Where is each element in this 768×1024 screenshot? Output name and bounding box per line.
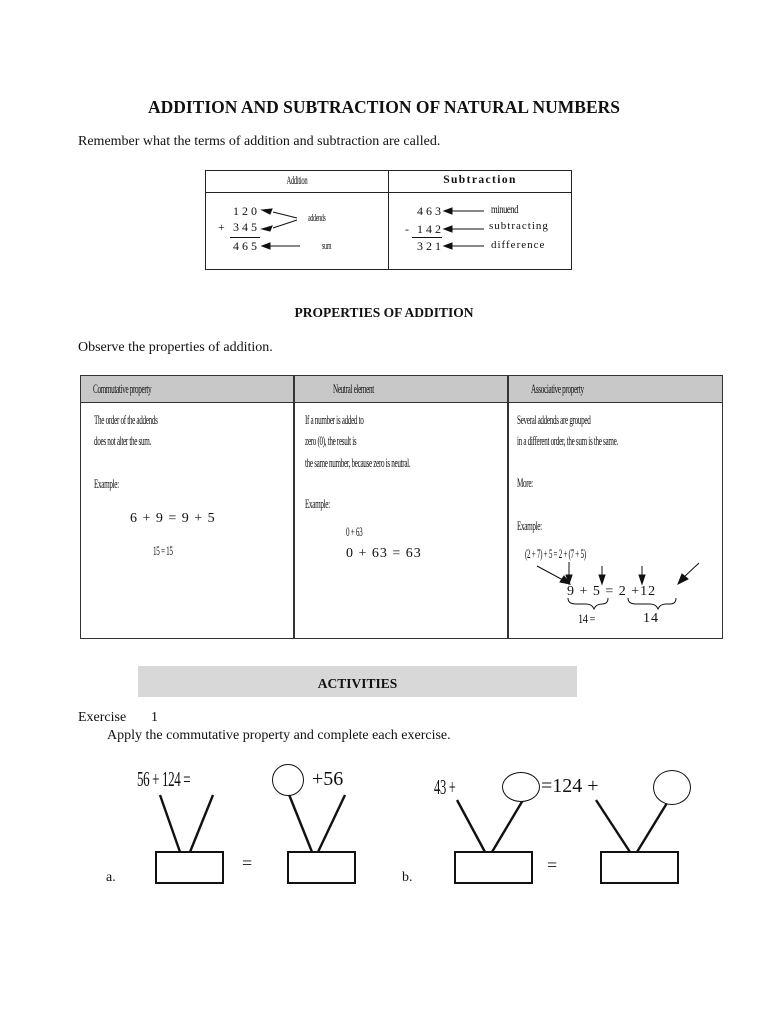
ex-a-equals: = xyxy=(242,853,253,873)
ex-a-right-answer-box[interactable] xyxy=(287,851,356,884)
brace-left xyxy=(568,598,608,609)
commutative-result: 15 = 15 xyxy=(153,543,173,558)
addend-arrow-bottom xyxy=(273,220,297,228)
minuend-value: 463 xyxy=(417,204,444,218)
addend-arrow-top xyxy=(273,212,297,218)
page-title: ADDITION AND SUBTRACTION OF NATURAL NUMBERS xyxy=(147,97,621,117)
ex-b-right-branch-1 xyxy=(596,800,630,852)
ex-a-left-answer-box[interactable] xyxy=(155,851,224,884)
intro-text: Remember what the terms of addition and subtraction are called. xyxy=(78,134,441,149)
sum-label: sum xyxy=(322,240,332,252)
ex-b-left-answer-box[interactable] xyxy=(454,851,533,884)
header-commutative: Commutative property xyxy=(93,381,152,396)
properties-heading: PROPERTIES OF ADDITION xyxy=(294,305,474,320)
exercise-instruction: Apply the commutative property and complete each exercise. xyxy=(107,728,451,743)
ex-b-right-answer-box[interactable] xyxy=(600,851,679,884)
ex-b-circle-blank-2[interactable] xyxy=(653,770,691,805)
assoc-arrow-5 xyxy=(684,563,699,577)
ex-b-equals: = xyxy=(547,855,558,875)
subtraction-header: Subtraction xyxy=(443,174,517,186)
neutral-example-label: Example: xyxy=(305,496,330,511)
addition-header: Addition xyxy=(286,173,308,187)
ex-a-label: a. xyxy=(106,870,116,885)
subtraction-minus: - xyxy=(405,222,412,236)
subtrahend-value: 142 xyxy=(417,222,444,236)
ex-a-right-expression: +56 xyxy=(312,768,344,790)
ex-b-label: b. xyxy=(402,870,413,885)
ex-a-left-branch-1 xyxy=(160,795,180,852)
addition-first-addend: 120 xyxy=(233,204,260,218)
exercise-label: Exercise xyxy=(78,710,127,725)
commutative-example-label: Example: xyxy=(94,476,119,491)
ex-a-right-branch-1 xyxy=(288,792,312,852)
neutral-equation: 0 + 63 = 63 xyxy=(346,546,422,561)
neutral-line3: the same number, because zero is neutral. xyxy=(305,455,411,470)
associative-result-left: 14 = xyxy=(578,611,595,626)
ex-a-right-branch-2 xyxy=(318,795,345,852)
commutative-equation: 6 + 9 = 9 + 5 xyxy=(130,511,216,526)
addends-label: addends xyxy=(308,212,326,224)
ex-b-right-branch-2 xyxy=(637,803,667,852)
associative-more-label: More: xyxy=(517,475,533,490)
addition-second-addend: 345 xyxy=(233,220,260,234)
ex-b-right-expression: =124 + xyxy=(541,775,599,797)
brace-right xyxy=(628,598,676,609)
neutral-sub: 0 + 63 xyxy=(346,524,363,539)
ex-a-left-branch-2 xyxy=(190,795,213,852)
assoc-arrow-1 xyxy=(537,566,563,580)
observe-text: Observe the properties of addition. xyxy=(78,340,273,355)
addition-sum: 465 xyxy=(233,239,260,253)
ex-b-circle-blank-1[interactable] xyxy=(502,772,540,802)
ex-b-left-branch-2 xyxy=(492,800,523,852)
ex-a-circle-blank[interactable] xyxy=(272,764,304,796)
commutative-line2: does not alter the sum. xyxy=(94,433,151,448)
neutral-line1: If a number is added to xyxy=(305,412,364,427)
difference-label: difference xyxy=(491,239,546,251)
difference-value: 321 xyxy=(417,239,444,253)
associative-example-label: Example: xyxy=(517,518,542,533)
associative-equation: 9 + 5 = 2 +12 xyxy=(567,584,657,599)
header-associative: Associative property xyxy=(531,381,584,396)
associative-line1: Several addends are grouped xyxy=(517,412,591,427)
exercise-number: 1 xyxy=(151,710,158,725)
minuend-label: minuend xyxy=(491,204,519,216)
neutral-line2: zero (0), the result is xyxy=(305,433,357,448)
ex-b-left-expression: 43 + xyxy=(434,775,456,799)
activities-heading: ACTIVITIES xyxy=(317,676,398,691)
commutative-line1: The order of the addends xyxy=(94,412,158,427)
associative-expression: (2 + 7) + 5 = 2 + (7 + 5) xyxy=(525,546,586,561)
addition-plus: + xyxy=(218,220,228,234)
subtrahend-label: subtracting xyxy=(489,220,549,232)
associative-line2: in a different order, the sum is the same. xyxy=(517,433,618,448)
associative-result-right: 14 xyxy=(643,611,659,626)
ex-b-left-branch-1 xyxy=(457,800,485,852)
header-neutral: Neutral element xyxy=(333,381,374,396)
ex-a-left-expression: 56 + 124 = xyxy=(137,767,191,791)
